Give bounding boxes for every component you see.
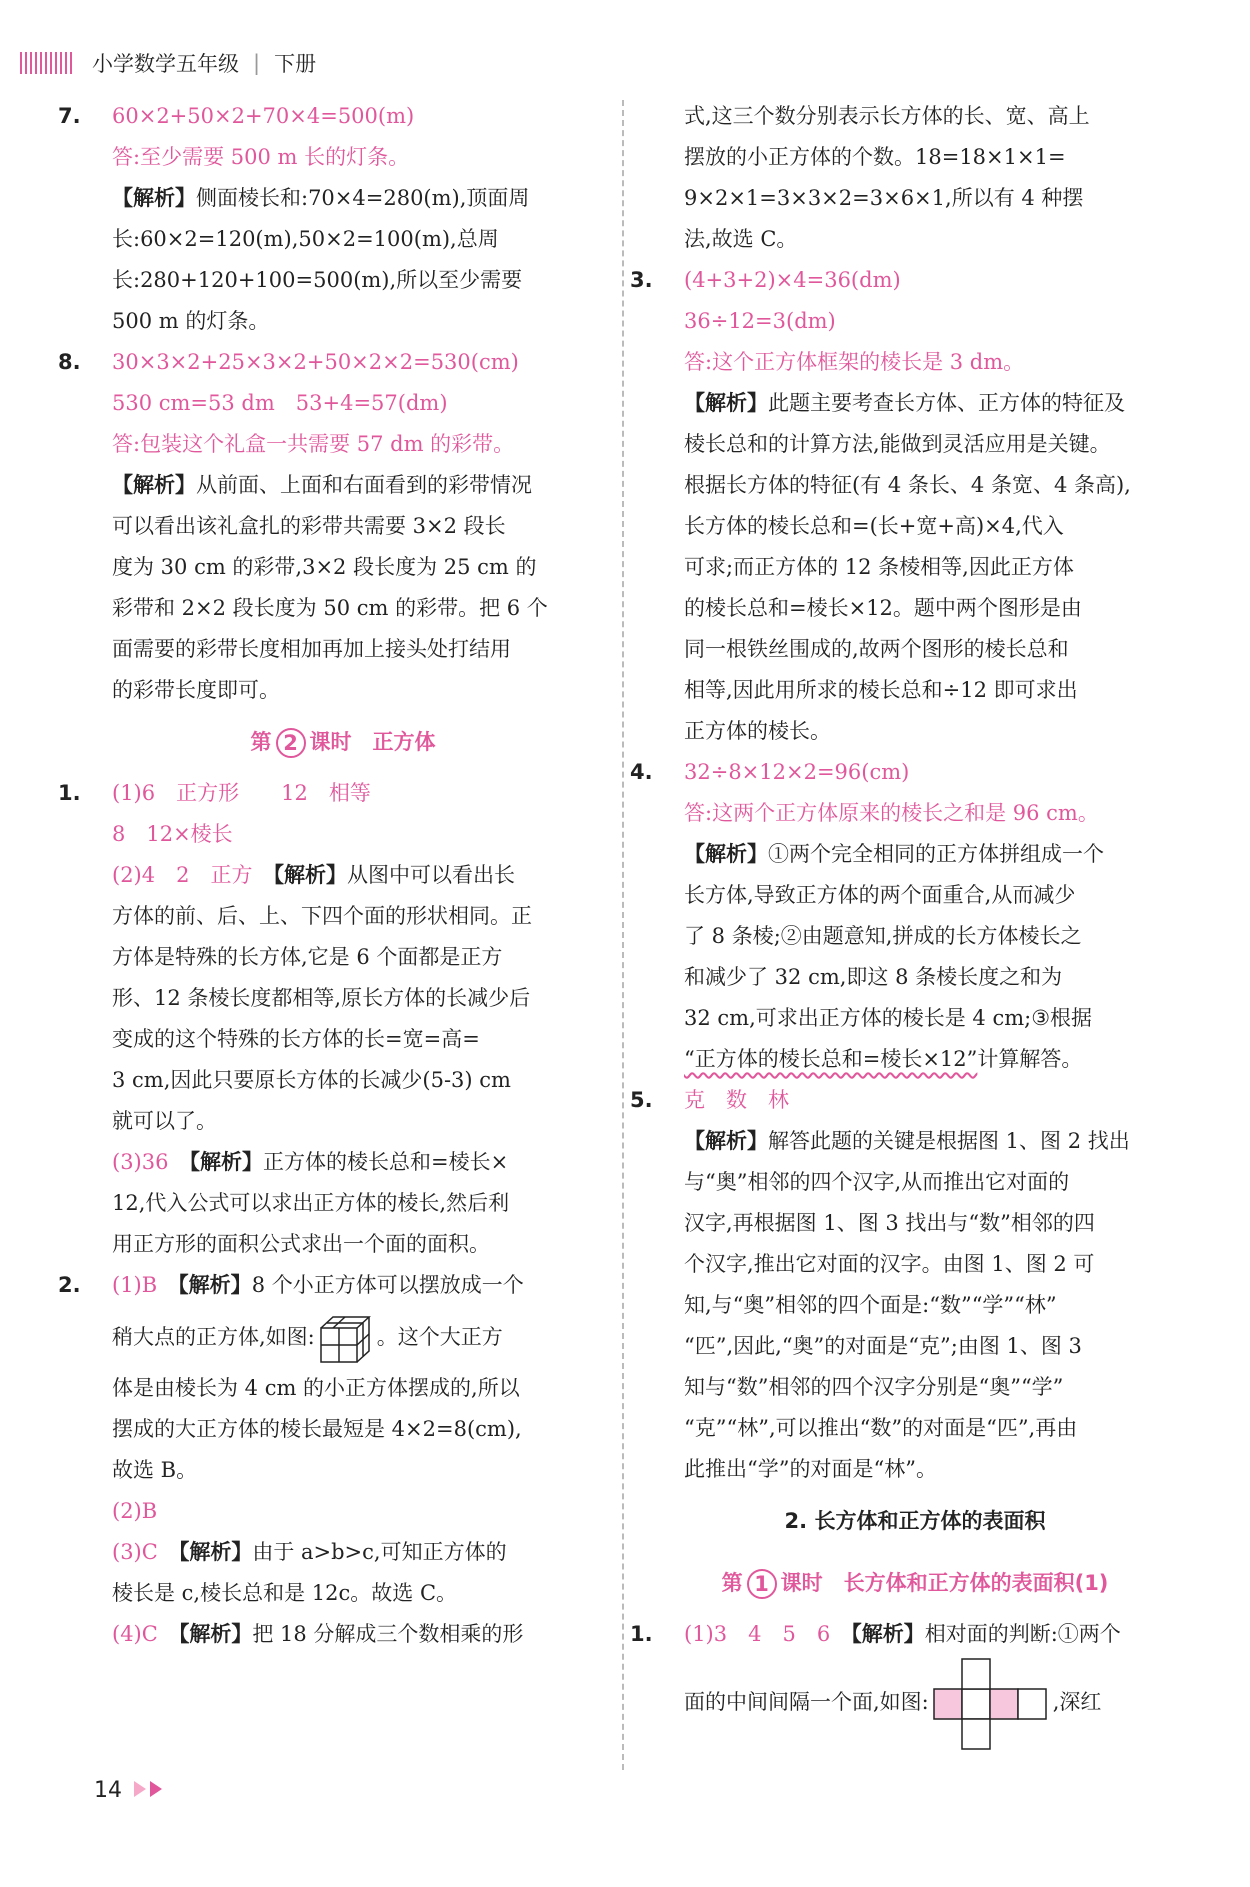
left-line-11 [88, 547, 598, 588]
underlined-formula: “正方体的棱长总和=棱长×12” [684, 1047, 978, 1071]
body-text: 的棱长总和=棱长×12。题中两个图形是由 [684, 596, 1082, 620]
left-line-20 [88, 937, 598, 978]
body-text: 解答此题的关键是根据图 1、图 2 找出 [768, 1129, 1130, 1153]
right-line-27 [660, 1203, 1170, 1244]
body-text: 的彩带长度即可。 [112, 678, 280, 702]
right-line-2 [660, 178, 1170, 219]
left-column [58, 96, 598, 1655]
question-number: 1. [58, 781, 81, 805]
answer-text: (4)C [112, 1622, 158, 1646]
body-text: 知与“数”相邻的四个汉字分别是“奥”“学” [684, 1375, 1064, 1399]
text-after-figure: 。这个大正方 [376, 1325, 503, 1349]
body-text: 方体是特殊的长方体,它是 6 个面都是正方 [112, 945, 503, 969]
analysis-tag: 【解析】 [830, 1622, 925, 1646]
question-number: 4. [630, 760, 653, 784]
right-line-11 [660, 547, 1170, 588]
answer-text: 答:这个正方体框架的棱长是 3 dm。 [684, 350, 1025, 374]
answer-text: 36÷12=3(dm) [684, 309, 836, 333]
question-number: 3. [630, 268, 653, 292]
body-text: 此推出“学”的对面是“林”。 [684, 1457, 937, 1481]
body-text: 就可以了。 [112, 1109, 217, 1133]
answer-text: 32÷8×12×2=96(cm) [684, 760, 910, 784]
body-text: “匹”,因此,“奥”的对面是“克”;由图 1、图 3 [684, 1334, 1082, 1358]
body-text: 彩带和 2×2 段长度为 50 cm 的彩带。把 6 个 [112, 596, 548, 620]
question-number: 5. [630, 1088, 653, 1112]
answer-text: (2)4 2 正方 [112, 863, 253, 887]
right-line-21 [660, 957, 1170, 998]
answer-text: (1)6 正方形 12 相等 [112, 781, 371, 805]
text-before-figure: 稍大点的正方体,如图: [112, 1325, 315, 1349]
right-line-35 [660, 1552, 1170, 1614]
analysis-tag: 【解析】 [684, 842, 768, 866]
left-line-27 [88, 1224, 598, 1265]
right-line-8 [660, 424, 1170, 465]
right-line-17 [660, 793, 1170, 834]
body-text: 根据长方体的特征(有 4 条长、4 条宽、4 条高), [684, 473, 1131, 497]
analysis-tag: 【解析】 [168, 1150, 263, 1174]
body-text: 从图中可以看出长 [346, 863, 515, 887]
body-text: 由于 a>b>c,可知正方体的 [252, 1540, 507, 1564]
analysis-tag: 【解析】 [157, 1622, 253, 1646]
answer-text: 答:包装这个礼盒一共需要 57 dm 的彩带。 [112, 432, 515, 456]
left-line-14 [88, 670, 598, 711]
body-text: 和减少了 32 cm,即这 8 条棱长度之和为 [684, 965, 1063, 989]
analysis-tag: 【解析】 [112, 186, 196, 210]
left-line-17 [88, 814, 598, 855]
question-number: 7. [58, 104, 81, 128]
answer-text: (3)C [112, 1540, 158, 1564]
left-line-26 [88, 1183, 598, 1224]
right-line-30 [660, 1326, 1170, 1367]
right-line-31 [660, 1367, 1170, 1408]
lesson-title: 课时 长方体和正方体的表面积(1) [780, 1571, 1109, 1595]
right-line-26 [660, 1162, 1170, 1203]
page-arrows-decoration [134, 1778, 166, 1803]
body-text: 用正方形的面积公式求出一个面的面积。 [112, 1232, 490, 1256]
analysis-tag: 【解析】 [684, 1129, 768, 1153]
left-line-34 [88, 1532, 598, 1573]
right-line-37 [660, 1655, 1170, 1749]
body-text: 9×2×1=3×3×2=3×6×1,所以有 4 种摆 [684, 186, 1084, 210]
analysis-tag: 【解析】 [684, 391, 768, 415]
answer-text: (3)36 [112, 1150, 169, 1174]
right-line-7 [660, 383, 1170, 424]
left-line-32 [88, 1450, 598, 1491]
left-line-31 [88, 1409, 598, 1450]
right-column [630, 96, 1170, 1749]
answer-text: 答:至少需要 500 m 长的灯条。 [112, 145, 410, 169]
right-line-36 [630, 1614, 1170, 1655]
right-line-34 [660, 1490, 1170, 1552]
right-line-18 [660, 834, 1170, 875]
body-text: 摆放的小正方体的个数。18=18×1×1= [684, 145, 1066, 169]
left-line-35 [88, 1573, 598, 1614]
left-line-8 [88, 424, 598, 465]
answer-text: (4+3+2)×4=36(dm) [684, 268, 901, 292]
page-number: 14 [94, 1778, 122, 1803]
left-line-15 [88, 711, 598, 773]
question-number: 1. [630, 1622, 653, 1646]
body-text: 8 个小正方体可以摆放成一个 [251, 1273, 524, 1297]
body-text: 汉字,再根据图 1、图 3 找出与“数”相邻的四 [684, 1211, 1095, 1235]
answer-text: 60×2+50×2+70×4=500(m) [112, 104, 415, 128]
body-text: 故选 B。 [112, 1458, 198, 1482]
header-bars-decoration [20, 52, 72, 74]
left-line-24 [88, 1101, 598, 1142]
analysis-tag: 【解析】 [157, 1540, 253, 1564]
left-line-0 [58, 96, 598, 137]
body-text: 长方体的棱长总和=(长+宽+高)×4,代入 [684, 514, 1064, 538]
left-line-5 [88, 301, 598, 342]
left-line-3 [88, 219, 598, 260]
body-text: 把 18 分解成三个数相乘的形 [252, 1622, 524, 1646]
answer-text: 8 12×棱长 [112, 822, 233, 846]
body-text: 与“奥”相邻的四个汉字,从而推出它对面的 [684, 1170, 1070, 1194]
body-text: 3 cm,因此只要原长方体的长减少(5-3) cm [112, 1068, 511, 1092]
column-divider [622, 100, 624, 1770]
left-line-16 [58, 773, 598, 814]
body-text: 知,与“奥”相邻的四个面是:“数”“学”“林” [684, 1293, 1057, 1317]
right-line-24 [630, 1080, 1170, 1121]
section-heading: 2. 长方体和正方体的表面积 [784, 1509, 1046, 1533]
answer-text: 30×3×2+25×3×2+50×2×2=530(cm) [112, 350, 519, 374]
right-line-5 [660, 301, 1170, 342]
cube-net-figure [933, 1657, 1049, 1751]
body-text: 此题主要考查长方体、正方体的特征及 [768, 391, 1125, 415]
body-text: 侧面棱长和:70×4=280(m),顶面周 [196, 186, 530, 210]
body-text: 面需要的彩带长度相加再加上接头处打结用 [112, 637, 511, 661]
left-line-25 [88, 1142, 598, 1183]
cube-figure [319, 1314, 373, 1364]
lesson-title: 课时 正方体 [309, 730, 436, 754]
right-line-15 [660, 711, 1170, 752]
left-line-1 [88, 137, 598, 178]
body-text: 法,故选 C。 [684, 227, 798, 251]
body-text: 相等,因此用所求的棱长总和÷12 即可求出 [684, 678, 1078, 702]
header-separator: | [253, 51, 261, 75]
running-header [20, 48, 316, 78]
body-text: 棱长是 c,棱长总和是 12c。故选 C。 [112, 1581, 458, 1605]
body-text: 相对面的判断:①两个 [924, 1622, 1121, 1646]
left-line-6 [58, 342, 598, 383]
body-text: 棱长总和的计算方法,能做到灵活应用是关键。 [684, 432, 1111, 456]
right-line-1 [660, 137, 1170, 178]
body-text: 摆成的大正方体的棱长最短是 4×2=8(cm), [112, 1417, 522, 1441]
left-line-12 [88, 588, 598, 629]
left-line-23 [88, 1060, 598, 1101]
answer-text: (2)B [112, 1499, 158, 1523]
left-line-19 [88, 896, 598, 937]
right-line-19 [660, 875, 1170, 916]
answer-text: 克 数 林 [684, 1088, 789, 1112]
left-line-18 [88, 855, 598, 896]
left-line-33 [88, 1491, 598, 1532]
right-line-23 [660, 1039, 1170, 1080]
right-line-33 [660, 1449, 1170, 1490]
page-footer [94, 1778, 166, 1803]
right-line-22 [660, 998, 1170, 1039]
right-line-32 [660, 1408, 1170, 1449]
right-line-9 [660, 465, 1170, 506]
book-title: 小学数学五年级 [92, 52, 239, 76]
right-line-25 [660, 1121, 1170, 1162]
left-line-22 [88, 1019, 598, 1060]
right-line-4 [630, 260, 1170, 301]
right-line-10 [660, 506, 1170, 547]
question-number: 8. [58, 350, 81, 374]
lesson-number-badge: 2 [276, 728, 306, 758]
right-line-29 [660, 1285, 1170, 1326]
answer-text: 530 cm=53 dm 53+4=57(dm) [112, 391, 448, 415]
left-line-36 [88, 1614, 598, 1655]
left-line-13 [88, 629, 598, 670]
body-text: 从前面、上面和右面看到的彩带情况 [196, 473, 532, 497]
body-text: 12,代入公式可以求出正方体的棱长,然后利 [112, 1191, 510, 1215]
left-line-4 [88, 260, 598, 301]
right-line-16 [630, 752, 1170, 793]
body-text: 可求;而正方体的 12 条棱相等,因此正方体 [684, 555, 1074, 579]
answer-text: (1)3 4 5 6 [684, 1622, 831, 1646]
body-text: 个汉字,推出它对面的汉字。由图 1、图 2 可 [684, 1252, 1095, 1276]
question-number: 2. [58, 1273, 81, 1297]
analysis-tag: 【解析】 [157, 1273, 252, 1297]
right-line-6 [660, 342, 1170, 383]
analysis-tag: 【解析】 [112, 473, 196, 497]
body-text: 长方体,导致正方体的两个面重合,从而减少 [684, 883, 1076, 907]
right-line-12 [660, 588, 1170, 629]
analysis-tag: 【解析】 [252, 863, 347, 887]
body-text: 形、12 条棱长度都相等,原长方体的长减少后 [112, 986, 531, 1010]
body-text: 可以看出该礼盒扎的彩带共需要 3×2 段长 [112, 514, 506, 538]
body-text: 体是由棱长为 4 cm 的小正方体摆成的,所以 [112, 1376, 520, 1400]
body-text: 正方体的棱长。 [684, 719, 831, 743]
body-text: 式,这三个数分别表示长方体的长、宽、高上 [684, 104, 1090, 128]
lesson-number-badge: 1 [747, 1569, 777, 1599]
left-line-2 [88, 178, 598, 219]
right-line-0 [660, 96, 1170, 137]
body-text: 同一根铁丝围成的,故两个图形的棱长总和 [684, 637, 1069, 661]
right-line-28 [660, 1244, 1170, 1285]
body-text: ①两个完全相同的正方体拼组成一个 [768, 842, 1104, 866]
body-text: “克”“林”,可以推出“数”的对面是“匹”,再由 [684, 1416, 1078, 1440]
volume-label: 下册 [274, 52, 317, 76]
answer-text: (1)B [112, 1273, 158, 1297]
left-line-10 [88, 506, 598, 547]
lesson-prefix: 第 [721, 1571, 743, 1595]
body-text: 变成的这个特殊的长方体的长=宽=高= [112, 1027, 480, 1051]
left-line-21 [88, 978, 598, 1019]
right-line-14 [660, 670, 1170, 711]
text-before-figure: 面的中间间隔一个面,如图: [684, 1690, 929, 1714]
left-line-28 [58, 1265, 598, 1306]
right-line-20 [660, 916, 1170, 957]
answer-text: 答:这两个正方体原来的棱长之和是 96 cm。 [684, 801, 1099, 825]
body-text: 32 cm,可求出正方体的棱长是 4 cm;③根据 [684, 1006, 1093, 1030]
body-text: 了 8 条棱;②由题意知,拼成的长方体棱长之 [684, 924, 1082, 948]
right-line-13 [660, 629, 1170, 670]
left-line-30 [88, 1368, 598, 1409]
right-line-3 [660, 219, 1170, 260]
body-text: 方体的前、后、上、下四个面的形状相同。正 [112, 904, 532, 928]
body-text: 正方体的棱长总和=棱长× [262, 1150, 509, 1174]
body-text: 长:280+120+100=500(m),所以至少需要 [112, 268, 523, 292]
left-line-9 [88, 465, 598, 506]
body-text: 度为 30 cm 的彩带,3×2 段长度为 25 cm 的 [112, 555, 537, 579]
body-text: 500 m 的灯条。 [112, 309, 270, 333]
body-text: 长:60×2=120(m),50×2=100(m),总周 [112, 227, 499, 251]
left-line-7 [88, 383, 598, 424]
text-after-figure: ,深红 [1052, 1690, 1102, 1714]
body-text: 计算解答。 [977, 1047, 1083, 1071]
left-line-29 [88, 1306, 598, 1368]
lesson-prefix: 第 [250, 730, 272, 754]
